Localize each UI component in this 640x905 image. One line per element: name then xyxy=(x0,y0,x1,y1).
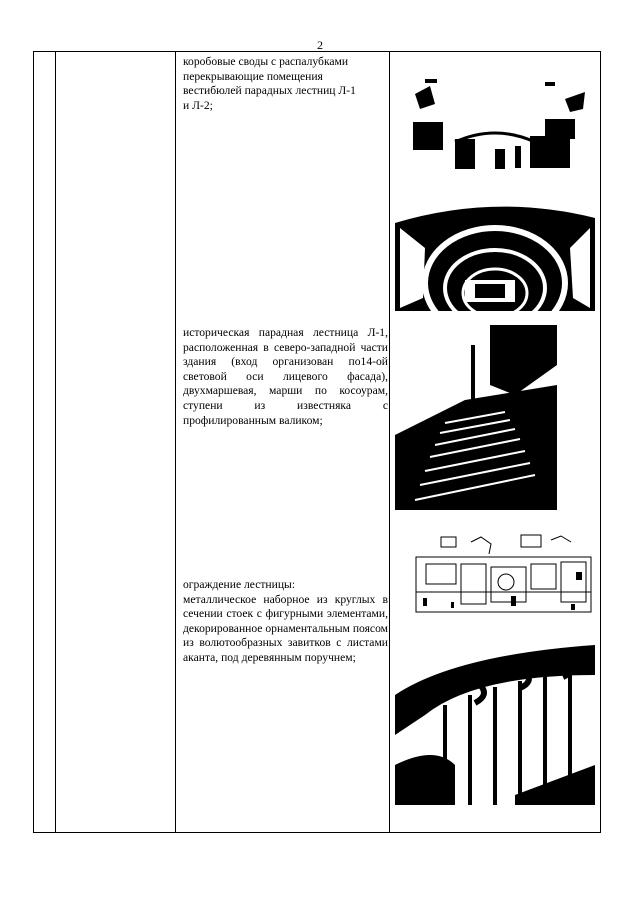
row-1-line-3: вестибюлей парадных лестниц Л-1 xyxy=(183,84,356,98)
row-3-description xyxy=(183,578,388,666)
row-1-description xyxy=(183,55,388,113)
row-1-line-4: и Л-2; xyxy=(183,98,213,112)
row-1-line-1: коробовые своды с распалубками xyxy=(183,55,349,68)
stair-railing-photo xyxy=(395,645,595,805)
vestibule-vault-photo xyxy=(395,64,595,179)
row-2-description xyxy=(183,326,388,428)
column-divider-1 xyxy=(55,52,56,832)
page-number: 2 xyxy=(317,38,323,52)
column-divider-2 xyxy=(175,52,176,832)
document-table xyxy=(33,51,601,833)
staircase-well-photo xyxy=(395,188,595,311)
row-2-paragraph: историческая парадная лестница Л-1, расположенная в северо-западной части здания (вход организован по14-ой световой оси лицевого фасада), двухмаршевая, марши по косоурам, ступени из известняка с профилированным валиком; xyxy=(183,326,388,427)
row-1-line-2: перекрывающие помещения xyxy=(183,69,323,83)
floor-plan-drawing xyxy=(411,532,596,624)
row-3-paragraph: металлическое наборное из круглых в сечении стоек с фигурными элементами, декорированное орнаментальным поясом из волютообразных завитков с листами аканта, под деревянным поручнем; xyxy=(183,592,388,664)
grand-staircase-photo xyxy=(395,325,557,521)
column-divider-3 xyxy=(389,52,390,832)
row-3-heading: ограждение лестницы: xyxy=(183,578,296,591)
